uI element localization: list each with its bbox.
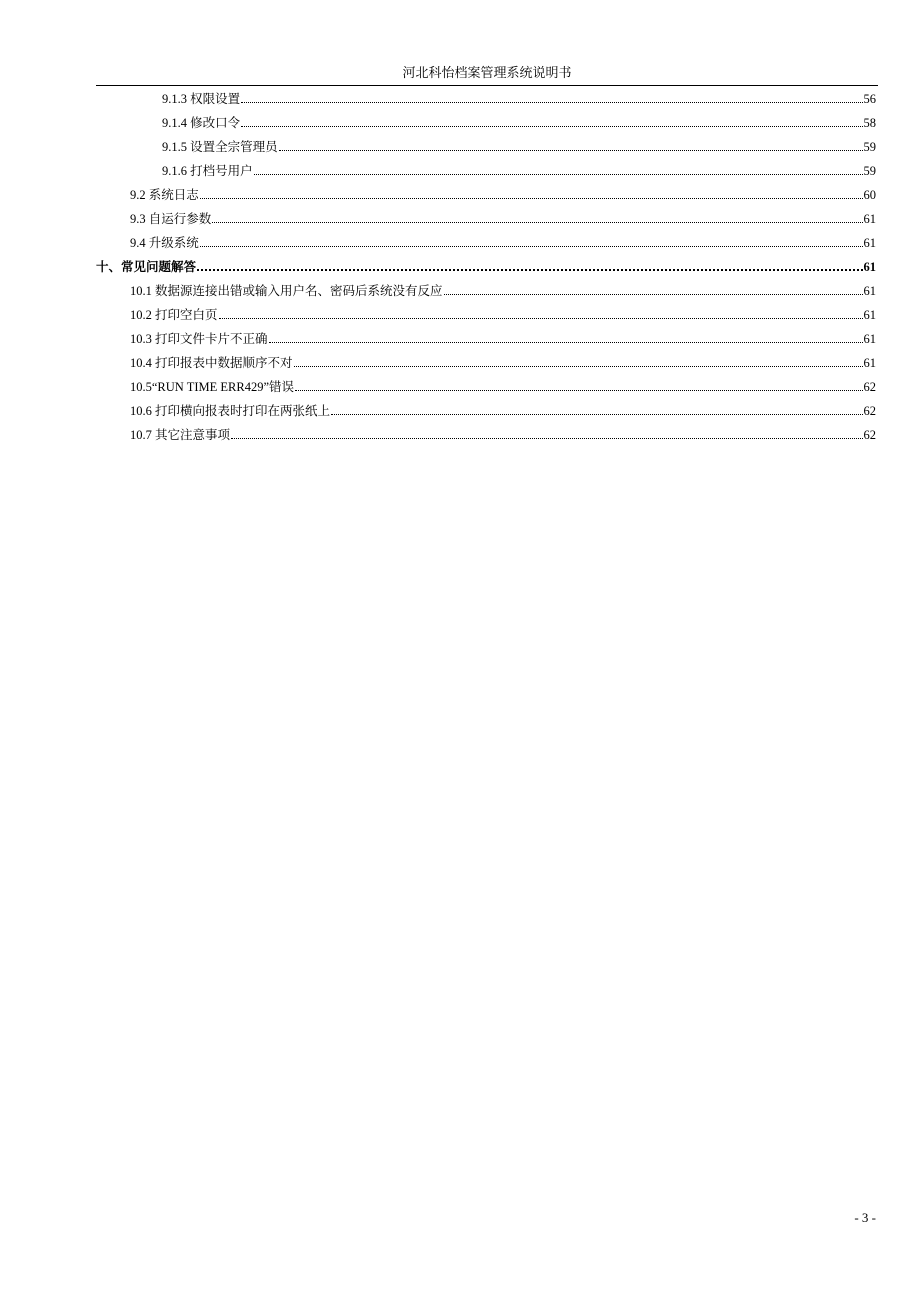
toc-entry-title: 10.1 数据源连接出错或输入用户名、密码后系统没有反应 xyxy=(130,284,443,298)
toc-entry[interactable] xyxy=(130,425,876,443)
toc-entry-page: 61 xyxy=(863,356,876,370)
toc-dot-leader xyxy=(294,366,863,367)
toc-entry-page: 59 xyxy=(863,140,876,154)
toc-dot-leader xyxy=(241,102,862,103)
toc-entry-page: 61 xyxy=(863,260,876,274)
toc-entry-title: 10.4 打印报表中数据顺序不对 xyxy=(130,356,293,370)
toc-entry-page: 61 xyxy=(863,332,876,346)
toc-dot-leader xyxy=(331,414,862,415)
toc-entry-title: 10.6 打印横向报表时打印在两张纸上 xyxy=(130,404,331,418)
toc-entry[interactable] xyxy=(162,161,876,179)
toc-entry-title: 10.5“RUN TIME ERR429”错误 xyxy=(130,380,294,394)
toc-entry-page: 62 xyxy=(863,404,876,418)
toc-entry-page: 61 xyxy=(863,284,876,298)
toc-entry-page: 61 xyxy=(863,236,876,250)
toc-dot-leader xyxy=(444,294,863,295)
toc-entry[interactable] xyxy=(130,329,876,347)
toc-dot-leader xyxy=(279,150,863,151)
toc-entry-page: 61 xyxy=(863,212,876,226)
toc-entry-title: 9.4 升级系统 xyxy=(130,236,199,250)
toc-entry[interactable] xyxy=(130,353,876,371)
toc-dot-leader xyxy=(231,438,862,439)
toc-entry-title: 9.3 自运行参数 xyxy=(130,212,212,226)
toc-entry[interactable] xyxy=(96,257,876,275)
toc-entry-title: 9.1.5 设置全宗管理员 xyxy=(162,140,278,154)
toc-dot-leader xyxy=(269,342,863,343)
page-header-title: 河北科怡档案管理系统说明书 xyxy=(402,65,572,80)
toc-entry-title: 9.1.3 权限设置 xyxy=(162,92,241,106)
toc-entry[interactable] xyxy=(162,137,876,155)
toc-entry-page: 60 xyxy=(863,188,876,202)
toc-dot-leader xyxy=(254,174,863,175)
toc-entry[interactable] xyxy=(130,377,876,395)
toc-entry-title: 10.3 打印文件卡片不正确 xyxy=(130,332,268,346)
toc-entry-title: 9.1.4 修改口令 xyxy=(162,116,241,130)
page-number: - 3 - xyxy=(854,1210,876,1225)
toc-entry[interactable] xyxy=(162,113,876,131)
page-header xyxy=(96,62,878,86)
toc-entry[interactable] xyxy=(162,89,876,107)
toc-dot-leader xyxy=(200,246,863,247)
toc-entry-page: 56 xyxy=(863,92,876,106)
toc-dot-leader xyxy=(295,390,863,391)
toc-dot-leader xyxy=(219,318,863,319)
toc-dot-leader xyxy=(197,269,862,271)
toc-entry-title: 9.1.6 打档号用户 xyxy=(162,164,253,178)
toc-entry[interactable] xyxy=(130,185,876,203)
toc-entry-page: 59 xyxy=(863,164,876,178)
toc-entry[interactable] xyxy=(130,233,876,251)
toc-entry[interactable] xyxy=(130,305,876,323)
toc-entry-page: 62 xyxy=(863,428,876,442)
toc-entry[interactable] xyxy=(130,209,876,227)
toc-entry-page: 61 xyxy=(863,308,876,322)
toc-entry-title: 十、常见问题解答 xyxy=(96,260,197,274)
toc-dot-leader xyxy=(212,222,862,223)
toc-entry-title: 10.2 打印空白页 xyxy=(130,308,218,322)
toc-dot-leader xyxy=(200,198,863,199)
toc-entry[interactable] xyxy=(130,281,876,299)
toc-entry-page: 58 xyxy=(863,116,876,130)
toc-entry-title: 9.2 系统日志 xyxy=(130,188,199,202)
toc-entry-title: 10.7 其它注意事项 xyxy=(130,428,231,442)
toc-entry[interactable] xyxy=(130,401,876,419)
toc-entry-page: 62 xyxy=(863,380,876,394)
toc-dot-leader xyxy=(241,126,862,127)
